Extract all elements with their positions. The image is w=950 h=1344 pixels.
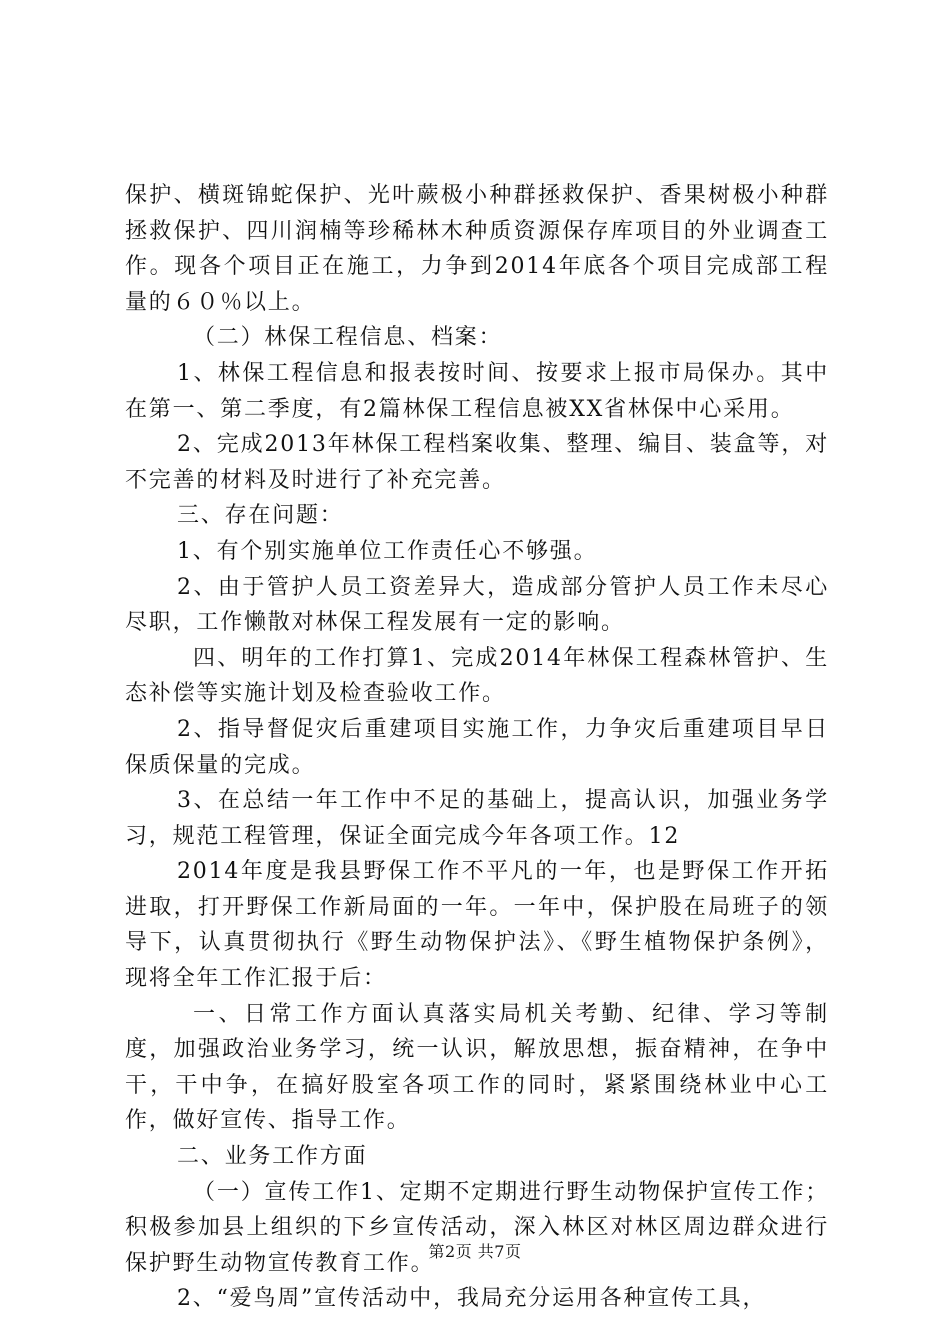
page-number-footer: 第2页 共7页: [428, 1242, 522, 1261]
paragraph-6: 1、有个别实施单位工作责任心不够强。: [177, 538, 598, 564]
paragraph-12: 一、日常工作方面认真落实局机关考勤、纪律、学习等制度，加强政治业务学习，统一认识，解放思想，振奋精神，在争中干，干中争，在搞好股室各项工作的同时，紧紧围绕林业中心工作，做好宣传、指导工作。: [125, 1001, 829, 1134]
paragraph-1: 保护、横斑锦蛇保护、光叶蕨极小种群拯救保护、香果树极小种群拯救保护、四川润楠等珍稀林木种质资源保存库项目的外业调查工作。现各个项目正在施工，力争到2014年底各个项目完成部工程量的６０％以上。: [125, 183, 829, 315]
paragraph-11: 2014年度是我县野保工作不平凡的一年，也是野保工作开拓进取，打开野保工作新局面的一年。一年中，保护股在局班子的领导下，认真贯彻执行《野生动物保护法》、《野生植物保护条例》，现将全年工作汇报于后：: [125, 859, 829, 992]
paragraph-2: （二）林保工程信息、档案：: [193, 325, 503, 351]
paragraph-4: 2、完成2013年林保工程档案收集、整理、编目、装盒等，对不完善的材料及时进行了补充完善。: [125, 432, 829, 493]
paragraph-8: 四、明年的工作打算1、完成2014年林保工程森林管护、生态补偿等实施计划及检查验收工作。: [125, 645, 829, 707]
paragraph-14: （一）宣传工作1、定期不定期进行野生动物保护宣传工作；积极参加县上组织的下乡宣传活动，深入林区对林区周边群众进行保护野生动物宣传教育工作。: [125, 1179, 829, 1276]
paragraph-7: 2、由于管护人员工资差异大，造成部分管护人员工作未尽心尽职，工作懒散对林保工程发展有一定的影响。: [125, 574, 829, 636]
paragraph-15: 2、“爱鸟周”宣传活动中，我局充分运用各种宣传工具，: [177, 1286, 767, 1312]
paragraph-9: 2、指导督促灾后重建项目实施工作，力争灾后重建项目早日保质保量的完成。: [125, 716, 829, 778]
document-body: [125, 178, 829, 1317]
paragraph-3: 1、林保工程信息和报表按时间、按要求上报市局保办。其中在第一、第二季度，有2篇林保工程信息被XX省林保中心采用。: [125, 360, 829, 422]
paragraph-5: 三、存在问题：: [177, 503, 344, 529]
paragraph-13: 二、业务工作方面: [177, 1144, 368, 1170]
paragraph-10: 3、在总结一年工作中不足的基础上，提高认识，加强业务学习，规范工程管理，保证全面完成今年各项工作。12: [125, 788, 829, 849]
